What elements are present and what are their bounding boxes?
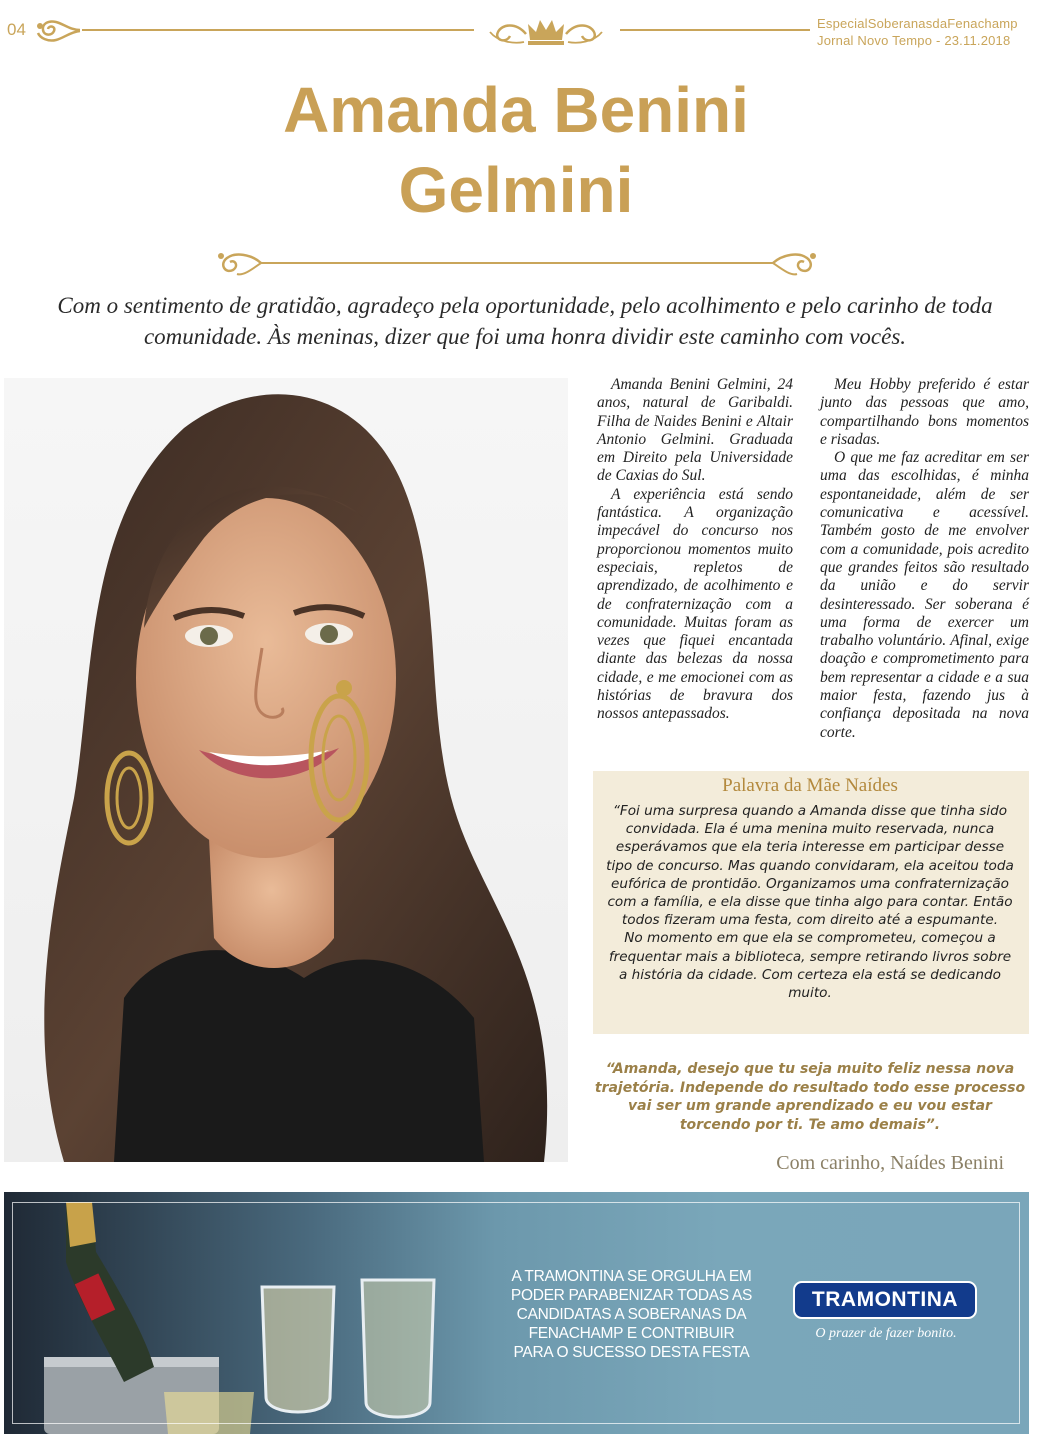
article-paragraph: O que me faz acreditar em ser uma das escolhidas, é minha espontaneidade, além de ser comunicativa e acessível. Também gosto de me envolver com a comunidade, pois acredito que grandes feitos são resultado da união e do servir desinteressado. Ser soberana é uma forma de exercer um trabalho voluntário. Afinal, exige doação e comprometimento para bem representar a cidade e a sua maior festa, fazendo jus à confiança depositada na nova corte. [820, 449, 1029, 741]
divider-ornament-icon [215, 248, 819, 280]
box-title: Palavra da Mãe Naídes [722, 775, 898, 796]
brand-slogan: O prazer de fazer bonito. [815, 1326, 957, 1341]
header-rule-right [620, 29, 810, 31]
article-column-2 [820, 376, 1029, 742]
crown-ornament-icon [488, 12, 604, 50]
header-publication-info [817, 15, 1018, 49]
box-text: No momento em que ela se comprometeu, começou a frequentar mais a biblioteca, sempre retirando livros sobre a história da cidade. Com certeza ela está se dedicando muito. [608, 930, 1012, 1002]
mother-word-box [593, 771, 1029, 1034]
tramontina-logo: TRAMONTINA [793, 1281, 977, 1319]
tramontina-advertisement[interactable] [4, 1192, 1029, 1434]
box-text: “Foi uma surpresa quando a Amanda disse que tinha sido convidada. Ela é uma menina muito reservada, nunca esperávamos que ela teria interesse em participar desse tipo de concurso. Mas quando convidaram, ela aceitou toda eufórica de prontidão. Organizamos uma confraternização com a família, e ela disse que tinha algo para contar. Então todos fizeram uma festa, com direito até a espumante. [606, 803, 1014, 929]
page-number: 04 [7, 20, 26, 39]
portrait-photo [4, 378, 568, 1162]
signature: Com carinho, Naídes Benini [776, 1152, 1004, 1174]
article-paragraph: Meu Hobby preferido é estar junto das pessoas que amo, compartilhando bons momentos e risadas. [820, 376, 1029, 448]
article-paragraph: A experiência está sendo fantástica. A organização impecável do concurso nos proporcionou momentos muito especiais, repletos de aprendizado, de acolhimento e de confraternização com a comunidade. Muitas foram as vezes que fiquei encantada diante das belezas da nossa cidade, e me emocionei com as histórias de bravura dos nossos antepassados. [597, 485, 793, 723]
article-column-1 [597, 376, 793, 724]
title-line-1: Amanda Benini [283, 74, 749, 146]
portrait-illustration [4, 378, 568, 1162]
mother-message: “Amanda, desejo que tu seja muito feliz nessa nova trajetória. Independe do resultado todo esse processo vai ser um grande aprendizado e eu vou estar torcendo por ti. Te amo demais”. [594, 1061, 1026, 1133]
section-name: EspecialSoberanasdaFenachamp [817, 16, 1018, 31]
page-title [0, 70, 1032, 230]
lead-quote: Com o sentimento de gratidão, agradeço pela oportunidade, pelo acolhimento e pelo carinho de toda comunidade. Às meninas, dizer que foi uma honra dividir este caminho com vocês. [57, 293, 993, 349]
publication-date: Jornal Novo Tempo - 23.11.2018 [817, 33, 1011, 48]
title-line-2: Gelmini [398, 154, 634, 226]
ad-message: A TRAMONTINA SE ORGULHA EM PODER PARABENIZAR TODAS AS CANDIDATAS A SOBERANAS DA FENACHAMP E CONTRIBUIR PARA O SUCESSO DESTA FESTA [510, 1268, 753, 1361]
article-paragraph: Amanda Benini Gelmini, 24 anos, natural de Garibaldi. Filha de Naides Benini e Altair Antonio Gelmini. Graduada em Direito pela Universidade de Caxias do Sul. [597, 376, 793, 485]
flourish-ornament-icon [34, 14, 82, 48]
header-rule-left [82, 29, 474, 31]
